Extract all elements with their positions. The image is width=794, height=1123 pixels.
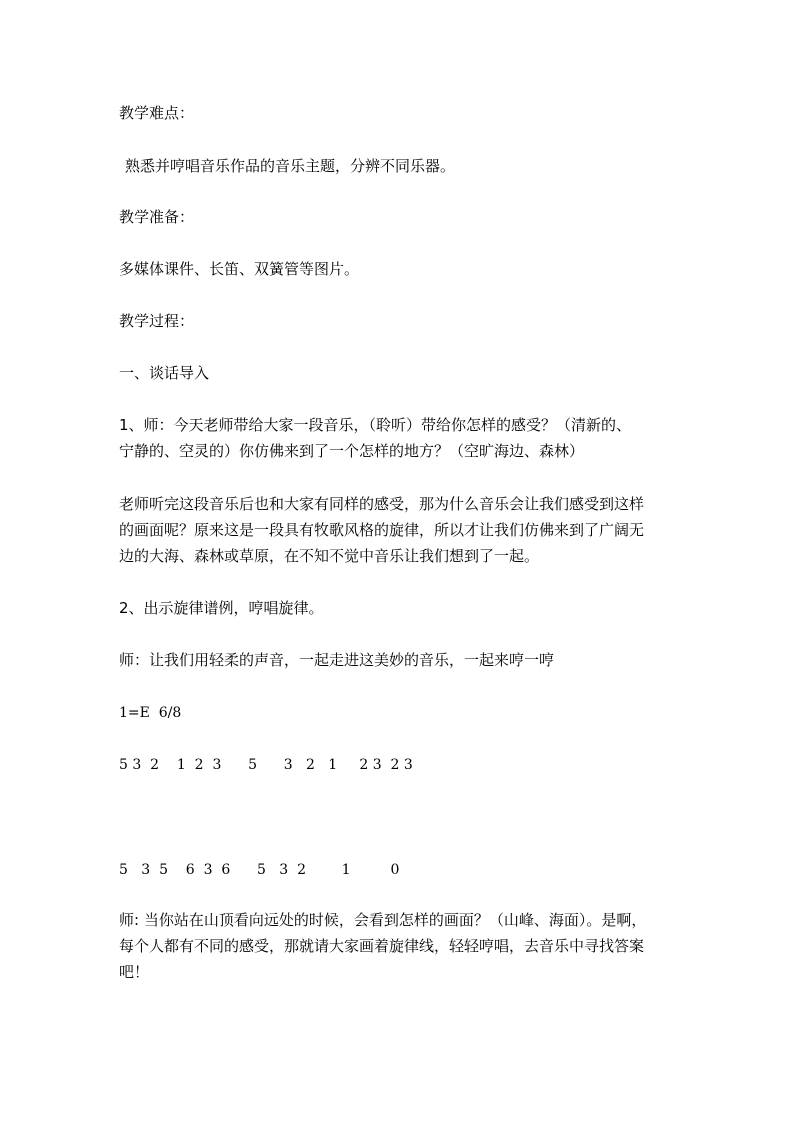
- section-one-title: 一、谈话导入: [119, 364, 210, 382]
- heading-difficulty: 教学难点：: [119, 104, 195, 122]
- teacher-invite: 师：让我们用轻柔的声音，一起走进这美妙的音乐，一起来哼一哼: [119, 651, 555, 669]
- heading-process: 教学过程：: [119, 312, 195, 330]
- step-one-line: 1、师：今天老师带给大家一段音乐，（聆听）带给你怎样的感受？（清新的、: [119, 416, 632, 434]
- closing-line: 吧！: [119, 963, 150, 981]
- preparation-text: 多媒体课件、长笛、双簧管等图片。: [119, 260, 360, 278]
- teacher-comment-paragraph: [119, 491, 679, 569]
- closing-paragraph: [119, 907, 679, 985]
- step-one-paragraph: [119, 412, 679, 464]
- melody-line-1: 5 3 2 1 2 3 5 3 2 1 2 3 2 3: [119, 757, 413, 773]
- key-signature: 1=E 6/8: [119, 705, 182, 721]
- teacher-comment-line: 边的大海、森林或草原，在不知不觉中音乐让我们想到了一起。: [119, 547, 540, 565]
- difficulty-text: 熟悉并哼唱音乐作品的音乐主题，分辨不同乐器。: [125, 157, 456, 175]
- melody-line-2: 5 3 5 6 3 6 5 3 2 1 0: [119, 862, 400, 878]
- teacher-comment-line: 老师听完这段音乐后也和大家有同样的感受，那为什么音乐会让我们感受到这样: [119, 495, 645, 513]
- closing-line: 每个人都有不同的感受，那就请大家画着旋律线，轻轻哼唱，去音乐中寻找答案: [119, 937, 645, 955]
- teacher-comment-line: 的画面呢？原来这是一段具有牧歌风格的旋律，所以才让我们仿佛来到了广阔无: [119, 521, 645, 539]
- heading-preparation: 教学准备：: [119, 208, 195, 226]
- closing-line: 师: 当你站在山顶看向远处的时候，会看到怎样的画面？（山峰、海面）。是啊，: [119, 911, 647, 929]
- step-two: 2、出示旋律谱例，哼唱旋律。: [119, 599, 324, 617]
- step-one-line: 宁静的、空灵的）你仿佛来到了一个怎样的地方？（空旷海边、森林）: [119, 442, 585, 460]
